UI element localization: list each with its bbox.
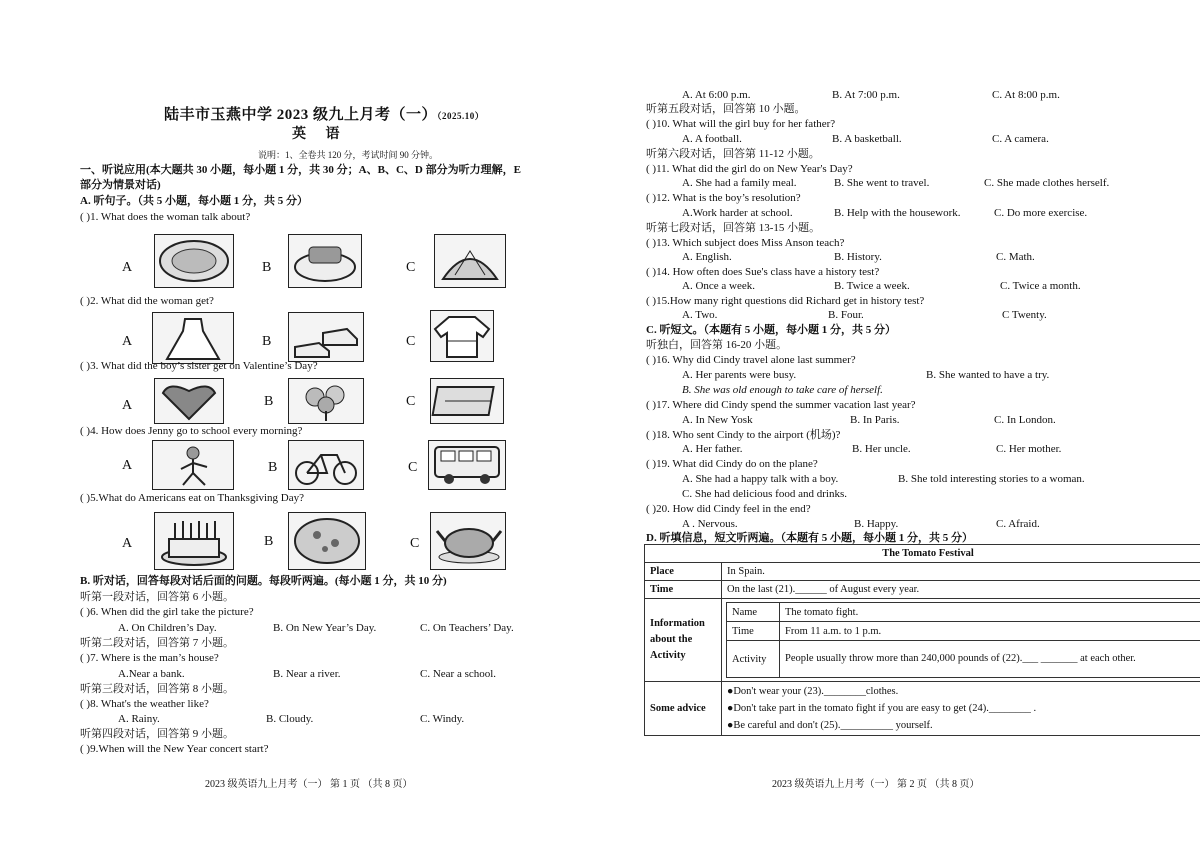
- activity-label: Activity: [727, 641, 780, 678]
- section-1-heading: 一、听说应用(本大题共 30 小题，每小题 1 分，共 30 分；A、B、C、D 部分为听力理解，E: [80, 164, 521, 176]
- q12-option-c: C. Do more exercise.: [994, 207, 1088, 219]
- option-letter-a: A: [122, 536, 133, 551]
- dialogue-6-note: 听第六段对话，回答第 11-12 小题。: [646, 148, 820, 160]
- q13-option-a: A. English.: [682, 251, 732, 263]
- option-letter-c: C: [406, 334, 416, 349]
- question-1: ( )1. What does the woman talk about?: [80, 211, 251, 223]
- q12-option-a: A.Work harder at school.: [682, 207, 793, 219]
- question-2: ( )2. What did the woman get?: [80, 295, 214, 307]
- question-20: ( )20. How did Cindy feel in the end?: [646, 503, 811, 515]
- option-letter-b: B: [264, 394, 274, 409]
- q14-option-b: B. Twice a week.: [834, 280, 910, 292]
- question-15: ( )15.How many right questions did Richard get in history test?: [646, 295, 925, 307]
- q10-option-c: C. A camera.: [992, 133, 1049, 145]
- q9-option-b: B. At 7:00 p.m.: [832, 89, 900, 101]
- q8-option-c: C. Windy.: [420, 713, 465, 725]
- exam-subject: 英 语: [292, 127, 348, 142]
- picture-birthday-cake: [154, 512, 234, 570]
- place-label: Place: [645, 563, 722, 581]
- question-18: ( )18. Who sent Cindy to the airport (机场)?: [646, 429, 841, 441]
- part-d-heading: D. 听填信息，短文听两遍。（本题有 5 小题，每小题 1 分，共 5 分）: [646, 532, 973, 544]
- q13-option-b: B. History.: [834, 251, 882, 263]
- q13-option-c: C. Math.: [996, 251, 1035, 263]
- q6-option-b: B. On New Year’s Day.: [273, 622, 377, 634]
- q20-option-b: B. Happy.: [854, 518, 899, 530]
- q7-option-a: A.Near a bank.: [118, 668, 185, 680]
- q16-option-c: B. She was old enough to take care of herself.: [682, 384, 883, 396]
- question-10: ( )10. What will the girl buy for her father?: [646, 118, 836, 130]
- picture-chocolate-box: [430, 378, 504, 424]
- advice-label: Some advice: [645, 682, 722, 736]
- q19-option-a: A. She had a happy talk with a boy.: [682, 473, 839, 485]
- picture-flowers: [288, 378, 364, 424]
- q9-option-c: C. At 8:00 p.m.: [992, 89, 1060, 101]
- dialogue-2-note: 听第二段对话，回答第 7 小题。: [80, 637, 234, 649]
- q7-option-b: B. Near a river.: [273, 668, 341, 680]
- q11-option-b: B. She went to travel.: [834, 177, 930, 189]
- time-value: On the last (21).______ of August every year.: [722, 581, 1200, 599]
- option-letter-c: C: [410, 536, 420, 551]
- picture-shoes: [288, 312, 364, 362]
- option-letter-a: A: [122, 458, 133, 473]
- q14-option-c: C. Twice a month.: [1000, 280, 1081, 292]
- picture-dress: [152, 312, 234, 364]
- q6-option-a: A. On Children’s Day.: [118, 622, 217, 634]
- q15-option-a: A. Two.: [682, 309, 718, 321]
- q16-option-b: B. She wanted to have a try.: [926, 369, 1050, 381]
- dialogue-5-note: 听第五段对话，回答第 10 小题。: [646, 103, 806, 115]
- picture-dishes: [288, 234, 362, 288]
- q20-option-c: C. Afraid.: [996, 518, 1040, 530]
- exam-title: 陆丰市玉燕中学 2023 级九上月考（一）（2025.10）: [164, 107, 485, 123]
- picture-sweater: [430, 310, 494, 362]
- table-title: The Tomato Festival: [645, 545, 1200, 563]
- q8-option-b: B. Cloudy.: [266, 713, 314, 725]
- picture-walking: [152, 440, 234, 490]
- question-14: ( )14. How often does Sue's class have a history test?: [646, 266, 880, 278]
- q11-option-c: C. She made clothes herself.: [984, 177, 1110, 189]
- question-6: ( )6. When did the girl take the picture?: [80, 606, 254, 618]
- question-11: ( )11. What did the girl do on New Year's Day?: [646, 163, 853, 175]
- question-4: ( )4. How does Jenny go to school every morning?: [80, 425, 303, 437]
- question-12: ( )12. What is the boy’s resolution?: [646, 192, 801, 204]
- page-footer: 2023 级英语九上月考（一） 第 2 页 （共 8 页）: [772, 779, 980, 790]
- option-letter-c: C: [406, 394, 416, 409]
- question-16: ( )16. Why did Cindy travel alone last summer?: [646, 354, 856, 366]
- name-value: The tomato fight.: [780, 603, 1200, 622]
- option-letter-a: A: [122, 260, 133, 275]
- option-letter-c: C: [406, 260, 416, 275]
- q20-option-a: A . Nervous.: [682, 518, 738, 530]
- question-19: ( )19. What did Cindy do on the plane?: [646, 458, 818, 470]
- q7-option-c: C. Near a school.: [420, 668, 497, 680]
- q16-option-a: A. Her parents were busy.: [682, 369, 797, 381]
- activity-subtable: [726, 602, 1200, 678]
- q8-option-a: A. Rainy.: [118, 713, 160, 725]
- name-label: Name: [727, 603, 780, 622]
- dialogue-3-note: 听第三段对话，回答第 8 小题。: [80, 683, 234, 695]
- picture-clothes-pile: [434, 234, 506, 288]
- exam-note: 说明：1、全卷共 120 分，考试时间 90 分钟。: [258, 150, 439, 160]
- advice-3: ●Be careful and don't (25).__________ yourself.: [727, 720, 933, 731]
- monologue-note: 听独白，回答第 16-20 小题。: [646, 339, 788, 351]
- q18-option-b: B. Her uncle.: [852, 443, 911, 455]
- q10-option-a: A. A football.: [682, 133, 742, 145]
- page-footer: 2023 级英语九上月考（一） 第 1 页 （共 8 页）: [205, 779, 413, 790]
- option-letter-b: B: [262, 260, 272, 275]
- q11-option-a: A. She had a family meal.: [682, 177, 797, 189]
- q19-option-b: B. She told interesting stories to a woman.: [898, 473, 1085, 485]
- q17-option-a: A. In New Yosk: [682, 414, 753, 426]
- q6-option-c: C. On Teachers’ Day.: [420, 622, 514, 634]
- tomato-festival-table: [644, 544, 1200, 736]
- option-letter-b: B: [264, 534, 274, 549]
- picture-pizza: [288, 512, 366, 570]
- question-3: ( )3. What did the boy’s sister get on Valentine’s Day?: [80, 360, 318, 372]
- part-a-heading: A. 听句子。（共 5 小题，每小题 1 分，共 5 分）: [80, 195, 308, 207]
- question-5: ( )5.What do Americans eat on Thanksgiving Day?: [80, 492, 305, 504]
- time-label: Time: [645, 581, 722, 599]
- question-17: ( )17. Where did Cindy spend the summer vacation last year?: [646, 399, 916, 411]
- q19-option-c: C. She had delicious food and drinks.: [682, 488, 847, 500]
- dialogue-1-note: 听第一段对话，回答第 6 小题。: [80, 591, 234, 603]
- picture-bicycle: [288, 440, 364, 490]
- place-value: In Spain.: [722, 563, 1200, 581]
- activity-value: People usually throw more than 240,000 pounds of (22).___ _______ at each other.: [780, 641, 1200, 678]
- q15-option-b: B. Four.: [828, 309, 864, 321]
- dialogue-7-note: 听第七段对话，回答第 13-15 小题。: [646, 222, 821, 234]
- picture-bus: [428, 440, 506, 490]
- exam-page-2: [600, 0, 1200, 849]
- q17-option-c: C. In London.: [994, 414, 1056, 426]
- question-13: ( )13. Which subject does Miss Anson teach?: [646, 237, 845, 249]
- q10-option-b: B. A basketball.: [832, 133, 902, 145]
- section-1-heading-cont: 部分为情景对话): [80, 179, 161, 191]
- time2-value: From 11 a.m. to 1 p.m.: [780, 622, 1200, 641]
- advice-2: ●Don't take part in the tomato fight if you are easy to get (24).________ .: [727, 703, 1037, 714]
- picture-roast-turkey: [430, 512, 506, 570]
- question-9: ( )9.When will the New Year concert start?: [80, 743, 269, 755]
- q18-option-a: A. Her father.: [682, 443, 743, 455]
- time2-label: Time: [727, 622, 780, 641]
- info-cell: [722, 599, 1200, 682]
- q14-option-a: A. Once a week.: [682, 280, 755, 292]
- info-label: Information about the Activity: [645, 599, 722, 682]
- part-c-heading: C. 听短文。（本题有 5 小题，每小题 1 分，共 5 分）: [646, 324, 896, 336]
- advice-cell: [722, 682, 1200, 736]
- advice-1: ●Don't wear your (23).________clothes.: [727, 686, 899, 697]
- picture-food-plate: [154, 234, 234, 288]
- exam-date: （2025.10）: [437, 111, 485, 121]
- q15-option-c: C Twenty.: [1002, 309, 1047, 321]
- option-letter-a: A: [122, 334, 133, 349]
- option-letter-b: B: [262, 334, 272, 349]
- question-8: ( )8. What's the weather like?: [80, 698, 209, 710]
- dialogue-4-note: 听第四段对话，回答第 9 小题。: [80, 728, 234, 740]
- q17-option-b: B. In Paris.: [850, 414, 900, 426]
- part-b-heading: B. 听对话，回答每段对话后面的问题。每段听两遍。(每小题 1 分，共 10 分): [80, 575, 447, 587]
- option-letter-b: B: [268, 460, 278, 475]
- option-letter-a: A: [122, 398, 133, 413]
- q9-option-a: A. At 6:00 p.m.: [682, 89, 751, 101]
- option-letter-c: C: [408, 460, 418, 475]
- picture-heart-chocolate: [154, 378, 224, 424]
- q18-option-c: C. Her mother.: [996, 443, 1062, 455]
- q12-option-b: B. Help with the housework.: [834, 207, 961, 219]
- question-7: ( )7. Where is the man’s house?: [80, 652, 219, 664]
